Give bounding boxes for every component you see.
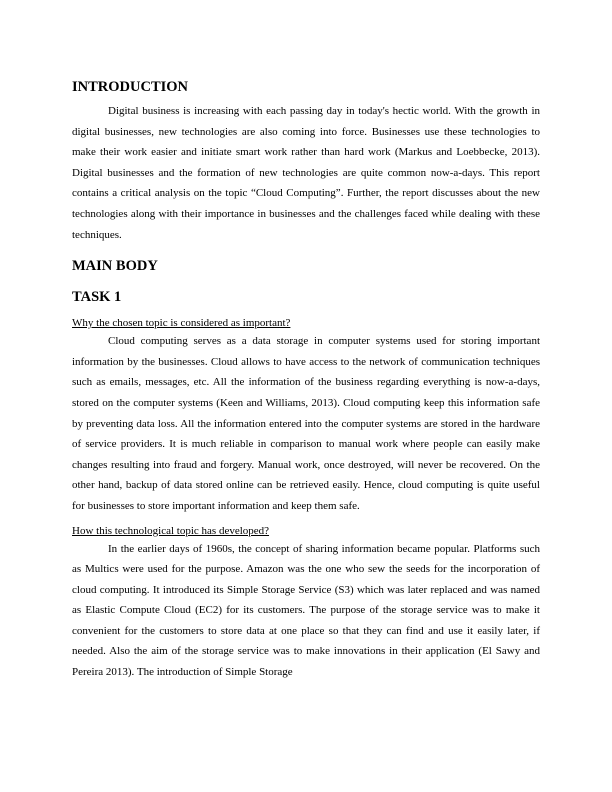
question-development: How this technological topic has developed? [72,524,270,537]
page-content [72,79,540,683]
importance-paragraph: Cloud computing serves as a data storage in computer systems used for storing important information by the businesses. Cloud allows to have access to the network of communication techniques such as emails, messages, etc. All the information of the business regarding everything is now-a-days, stored on the computer systems (Keen and Williams, 2013). Cloud computing keep this information safe by preventing data loss. All the information entered into the computer systems are stored in the hardware of service providers. It is much reliable in comparison to manual work where people can easily make changes resulting into fraud and forgery. Manual work, once destroyed, will never be recovered. On the other hand, backup of data stored online can be retrieved easily. Hence, cloud computing is quite useful for businesses to store important information and keep them safe. [72,335,540,512]
introduction-paragraph: Digital business is increasing with each passing day in today's hectic world. With the growth in digital businesses, new technologies are also coming into force. Businesses use these technologies to make their work easier and initiate smart work rather than hard work (Markus and Loebbecke, 2013). Digital businesses and the formation of new technologies are quite common now-a-days. This report contains a critical analysis on the topic “Cloud Computing”. Further, the report discusses about the new technologies along with their importance in businesses and the challenges faced while dealing with these techniques. [72,105,540,241]
main-body-heading: MAIN BODY [72,258,158,275]
question-importance: Why the chosen topic is considered as important? [72,317,291,330]
development-paragraph: In the earlier days of 1960s, the concept of sharing information became popular. Platforms such as Multics were used for the purpose. Amazon was the one who sew the seeds for the incorporation of cloud computing. It introduced its Simple Storage Service (S3) which was later replaced and was named as Elastic Compute Cloud (EC2) for its customers. The purpose of the storage service was to make it convenient for the customers to store data at one place so that they can find and use it easily later, if needed. Also the aim of the storage service was to make innovations in their application (El Sawy and Pereira 2013). The introduction of Simple Storage [72,542,540,679]
introduction-heading: INTRODUCTION [72,79,189,95]
task1-heading: TASK 1 [72,289,122,306]
